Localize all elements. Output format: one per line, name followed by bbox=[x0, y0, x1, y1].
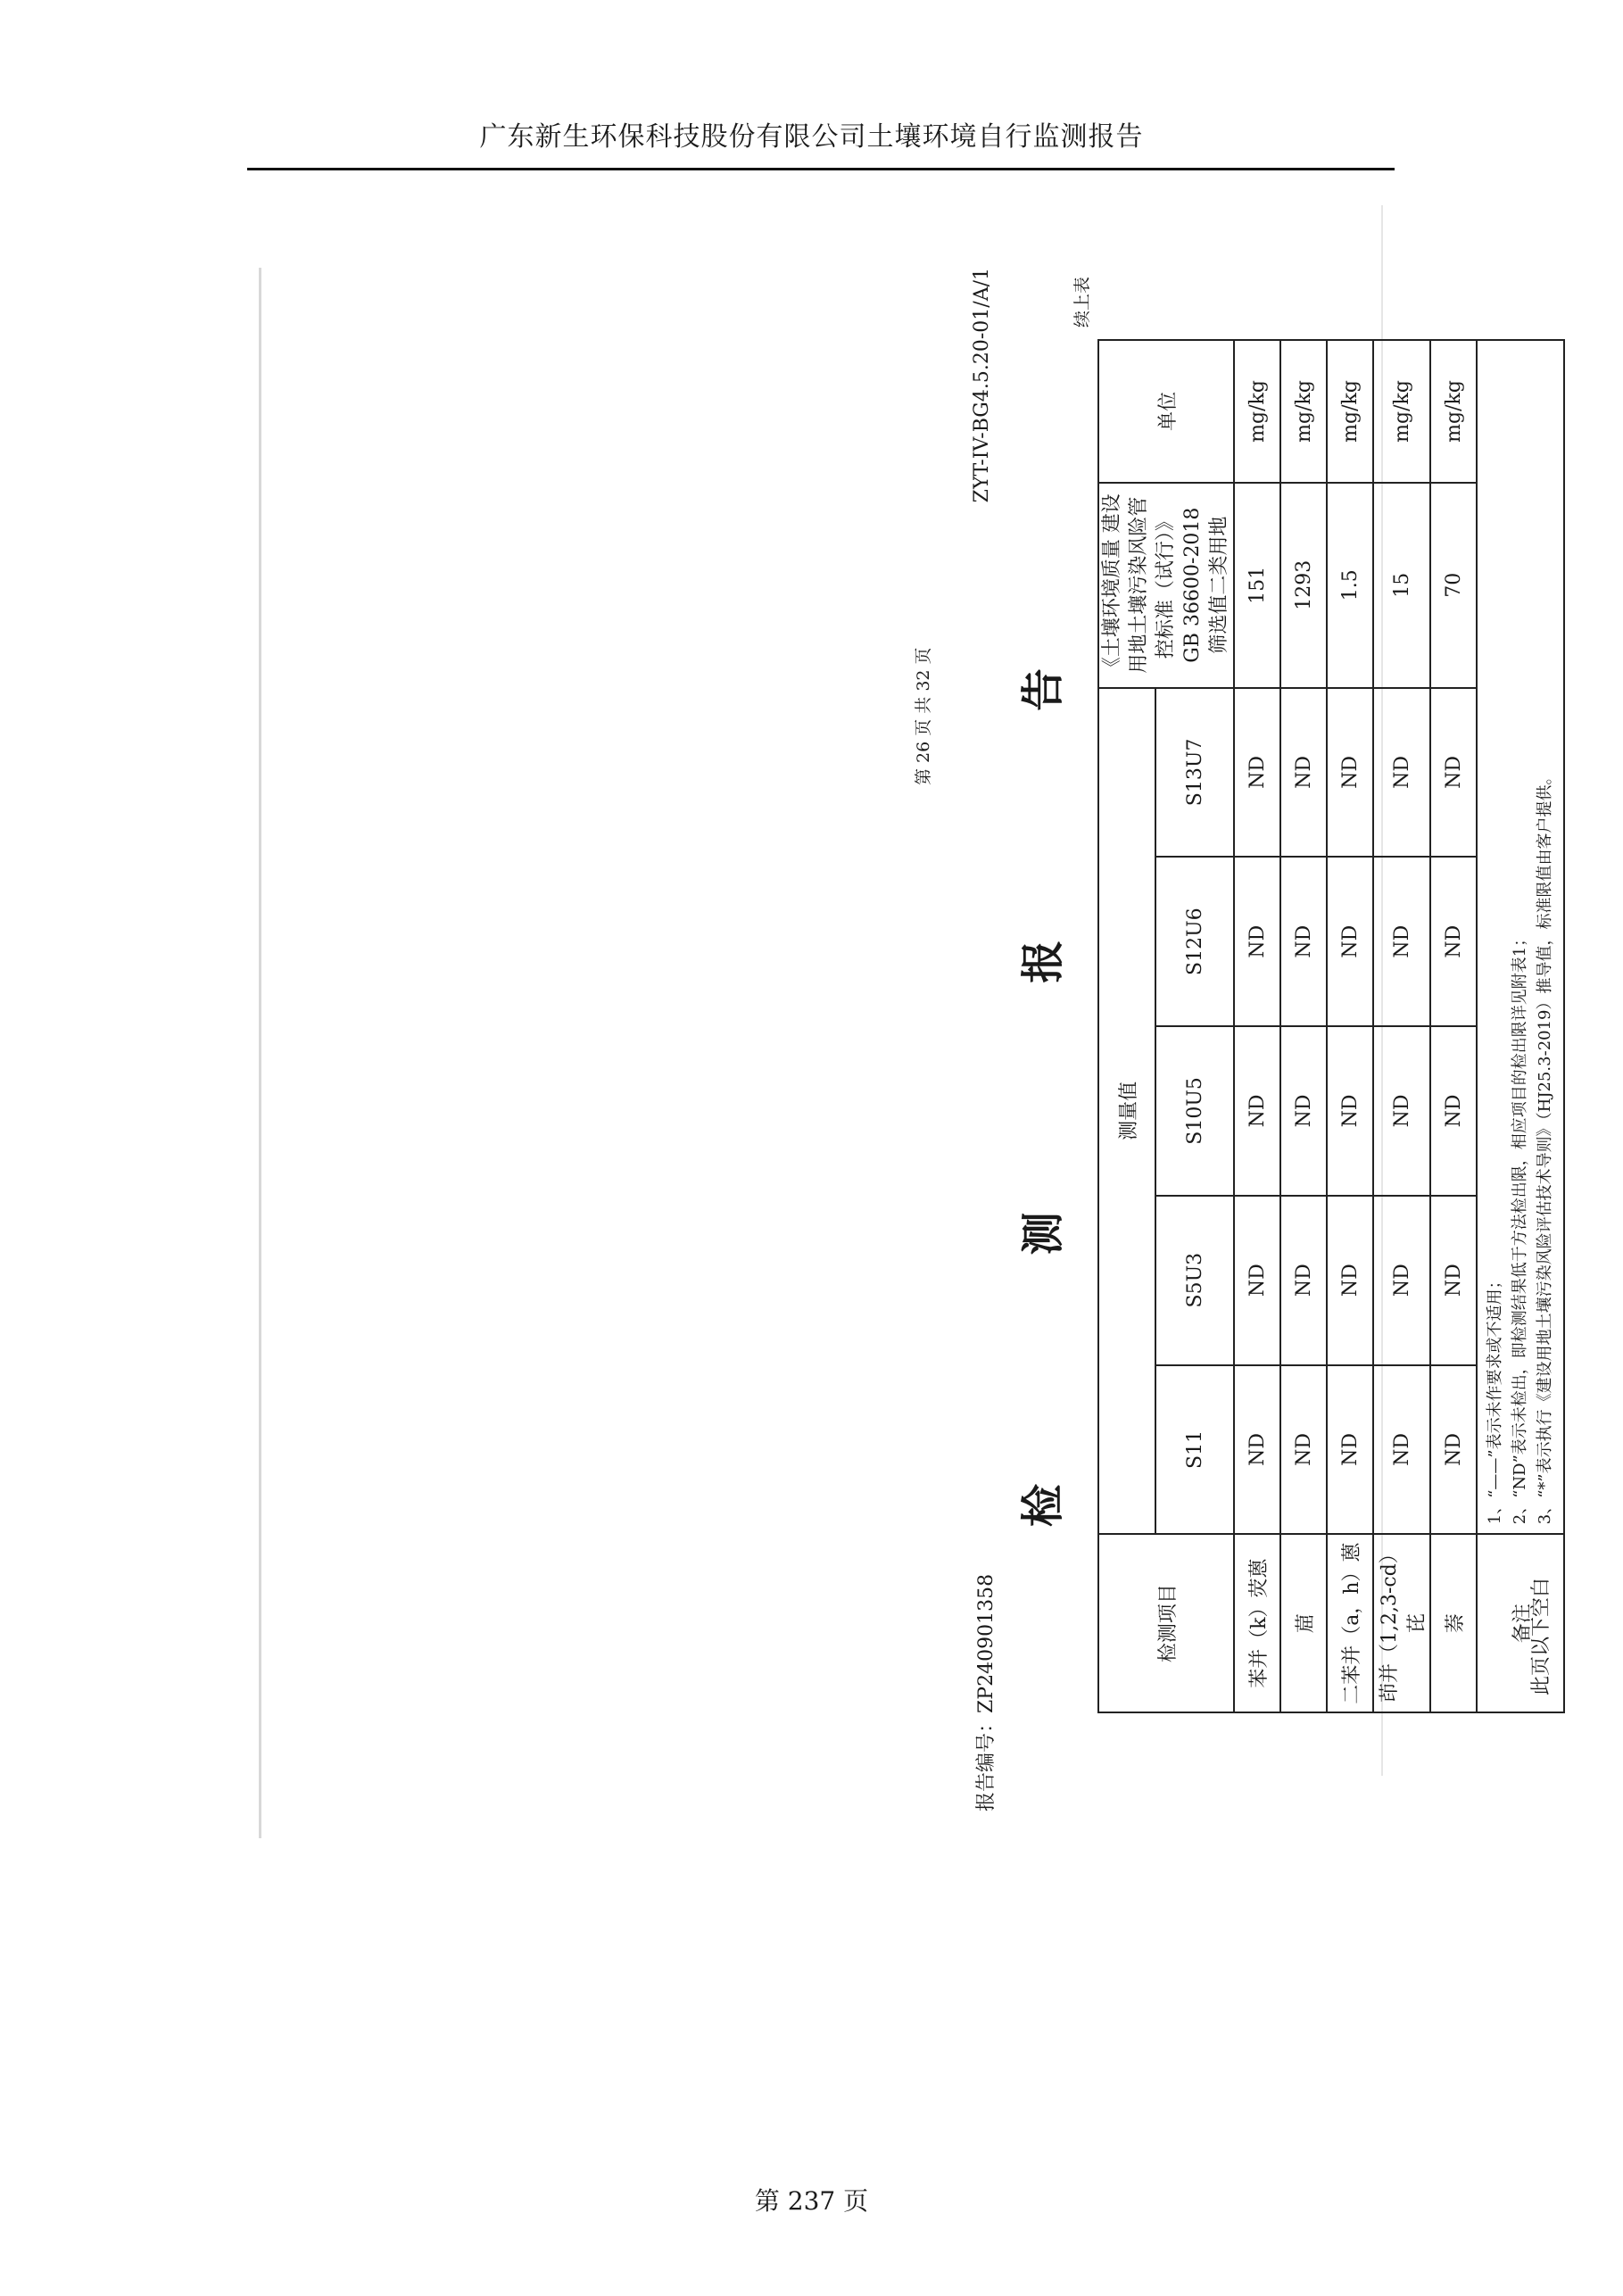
continued-label: 续上表 bbox=[1072, 277, 1092, 328]
unit-cell: mg/kg bbox=[1280, 340, 1327, 483]
value-cell: ND bbox=[1373, 857, 1430, 1026]
value-cell: ND bbox=[1373, 1026, 1430, 1196]
report-title: 检 测 报 告 bbox=[1018, 560, 1068, 1528]
value-cell: ND bbox=[1280, 1365, 1327, 1535]
value-cell: ND bbox=[1430, 857, 1477, 1026]
value-cell: ND bbox=[1430, 1365, 1477, 1535]
remark-line: 1、“——”表示未作要求或不适用； bbox=[1486, 1272, 1504, 1525]
sample-id: S5U3 bbox=[1155, 1196, 1234, 1365]
unit-cell: mg/kg bbox=[1327, 340, 1373, 483]
sample-id: S11 bbox=[1155, 1365, 1234, 1535]
value-cell: ND bbox=[1373, 1365, 1430, 1535]
unit-cell: mg/kg bbox=[1234, 340, 1280, 483]
table-row bbox=[1430, 340, 1477, 1712]
value-cell: ND bbox=[1327, 1026, 1373, 1196]
standard-line: 用地土壤污染风险管 bbox=[1128, 496, 1150, 674]
standard-value: 151 bbox=[1234, 483, 1280, 688]
end-of-page-note: 此页以下空白 bbox=[1530, 1577, 1553, 1695]
document-code: ZYT-IV-BG4.5.20-01/A/1 bbox=[971, 268, 993, 503]
table-row bbox=[1327, 340, 1373, 1712]
value-cell: ND bbox=[1430, 688, 1477, 858]
item-name: 茚并（1,2,3-cd）芘 bbox=[1373, 1534, 1430, 1712]
item-name: 䓛 bbox=[1280, 1534, 1327, 1712]
results-table bbox=[1097, 339, 1565, 1713]
sample-id: S12U6 bbox=[1155, 857, 1234, 1026]
item-name: 苯并（k）荧蒽 bbox=[1234, 1534, 1280, 1712]
unit-cell: mg/kg bbox=[1373, 340, 1430, 483]
header-divider bbox=[247, 168, 1395, 170]
value-cell: ND bbox=[1327, 1196, 1373, 1365]
header-unit: 单位 bbox=[1098, 340, 1234, 483]
header-standard bbox=[1098, 483, 1234, 688]
value-cell: ND bbox=[1430, 1196, 1477, 1365]
value-cell: ND bbox=[1327, 1365, 1373, 1535]
value-cell: ND bbox=[1234, 1196, 1280, 1365]
table-row bbox=[1234, 340, 1280, 1712]
item-name: 二苯并（a，h）蒽 bbox=[1327, 1534, 1373, 1712]
table-row bbox=[1280, 340, 1327, 1712]
value-cell: ND bbox=[1234, 1026, 1280, 1196]
page-header-title: 广东新生环保科技股份有限公司土壤环境自行监测报告 bbox=[479, 121, 1144, 153]
item-name: 萘 bbox=[1430, 1534, 1477, 1712]
remark-line: 3、“*”表示执行《建设用地土壤污染风险评估技术导则》（HJ25.3-2019）推导值，标准限值由客户提供。 bbox=[1536, 768, 1554, 1525]
standard-line: 筛选值二类用地 bbox=[1208, 516, 1230, 654]
value-cell: ND bbox=[1280, 857, 1327, 1026]
standard-value: 1293 bbox=[1280, 483, 1327, 688]
standard-value: 70 bbox=[1430, 483, 1477, 688]
page-number: 第 237 页 bbox=[754, 2186, 869, 2216]
value-cell: ND bbox=[1234, 688, 1280, 858]
remarks-content bbox=[1477, 340, 1564, 1534]
remark-line: 2、“ND”表示未检出，即检测结果低于方法检出限，相应项目的检出限详见附表1； bbox=[1511, 930, 1529, 1525]
remarks-label: 备注 bbox=[1477, 1534, 1564, 1712]
value-cell: ND bbox=[1373, 1196, 1430, 1365]
standard-value: 15 bbox=[1373, 483, 1430, 688]
unit-cell: mg/kg bbox=[1430, 340, 1477, 483]
table-row bbox=[1373, 340, 1430, 1712]
standard-value: 1.5 bbox=[1327, 483, 1373, 688]
standard-line: GB 36600-2018 bbox=[1181, 507, 1204, 663]
value-cell: ND bbox=[1280, 1026, 1327, 1196]
report-number: 报告编号：ZP240901358 bbox=[975, 1573, 998, 1811]
rotated-report bbox=[914, 259, 1588, 1829]
sample-id: S13U7 bbox=[1155, 688, 1234, 858]
value-cell: ND bbox=[1327, 688, 1373, 858]
value-cell: ND bbox=[1280, 688, 1327, 858]
value-cell: ND bbox=[1234, 1365, 1280, 1535]
value-cell: ND bbox=[1430, 1026, 1477, 1196]
value-cell: ND bbox=[1280, 1196, 1327, 1365]
remarks-row bbox=[1477, 340, 1564, 1712]
sample-id: S10U5 bbox=[1155, 1026, 1234, 1196]
standard-line: 《土壤环境质量 建设 bbox=[1101, 493, 1123, 677]
header-measured: 测量值 bbox=[1098, 688, 1155, 1535]
standard-line: 控标准（试行）》 bbox=[1155, 511, 1177, 659]
value-cell: ND bbox=[1327, 857, 1373, 1026]
scan-page-info: 第 26 页 共 32 页 bbox=[914, 647, 933, 785]
value-cell: ND bbox=[1373, 688, 1430, 858]
header-item: 检测项目 bbox=[1098, 1534, 1234, 1712]
value-cell: ND bbox=[1234, 857, 1280, 1026]
